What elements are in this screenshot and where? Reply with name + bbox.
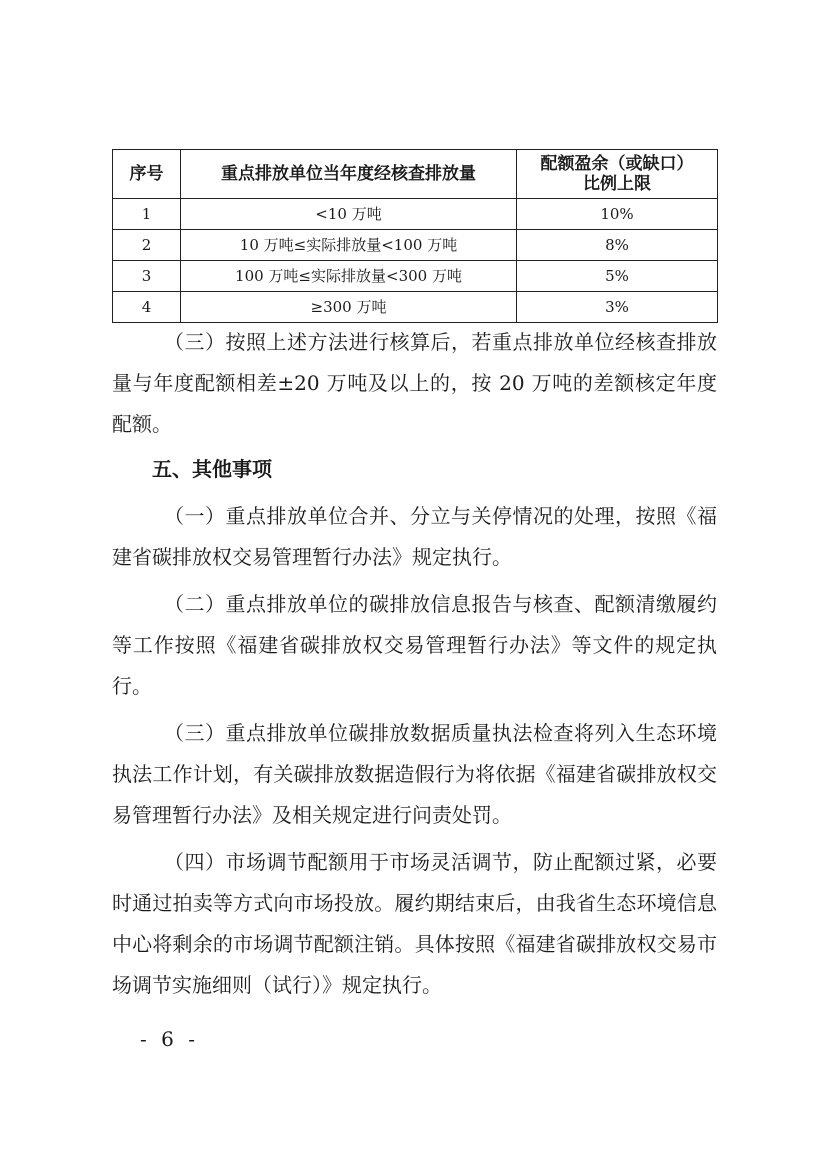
- header-ratio: 配额盈余（或缺口） 比例上限: [517, 150, 718, 199]
- table-header-row: [113, 150, 718, 199]
- cell-emission: ≥300 万吨: [181, 292, 517, 323]
- cell-ratio: 8%: [517, 230, 718, 261]
- cell-serial: 4: [113, 292, 181, 323]
- cell-emission: <10 万吨: [181, 199, 517, 230]
- paragraph-reporting-compliance: （二）重点排放单位的碳排放信息报告与核查、配额清缴履约等工作按照《福建省碳排放权交易管理暂行办法》等文件的规定执行。: [112, 592, 717, 698]
- table-row: [113, 292, 718, 323]
- paragraph-merger-closure: （一）重点排放单位合并、分立与关停情况的处理，按照《福建省碳排放权交易管理暂行办法》规定执行。: [112, 504, 717, 569]
- paragraph-market-adjustment: （四）市场调节配额用于市场灵活调节，防止配额过紧，必要时通过拍卖等方式向市场投放。履约期结束后，由我省生态环境信息中心将剩余的市场调节配额注销。具体按照《福建省碳排放权交易市场调节实施细则（试行）》规定执行。: [112, 850, 717, 997]
- table-row: [113, 261, 718, 292]
- table-row: [113, 230, 718, 261]
- quota-ratio-table: [112, 149, 718, 323]
- table-row: [113, 199, 718, 230]
- header-serial: 序号: [113, 150, 181, 199]
- cell-serial: 3: [113, 261, 181, 292]
- page-number: - 6 -: [140, 1027, 199, 1051]
- section-heading-other-matters: 五、其他事项: [152, 457, 272, 481]
- cell-ratio: 10%: [517, 199, 718, 230]
- cell-emission: 10 万吨≤实际排放量<100 万吨: [181, 230, 517, 261]
- cell-emission: 100 万吨≤实际排放量<300 万吨: [181, 261, 517, 292]
- cell-ratio: 5%: [517, 261, 718, 292]
- paragraph-data-quality-enforcement: （三）重点排放单位碳排放数据质量执法检查将列入生态环境执法工作计划，有关碳排放数据造假行为将依据《福建省碳排放权交易管理暂行办法》及相关规定进行问责处罚。: [112, 721, 717, 827]
- paragraph-adjustment: （三）按照上述方法进行核算后，若重点排放单位经核查排放量与年度配额相差±20 万吨及以上的，按 20 万吨的差额核定年度配额。: [112, 330, 717, 436]
- cell-ratio: 3%: [517, 292, 718, 323]
- cell-serial: 1: [113, 199, 181, 230]
- header-emission: 重点排放单位当年度经核查排放量: [181, 150, 517, 199]
- cell-serial: 2: [113, 230, 181, 261]
